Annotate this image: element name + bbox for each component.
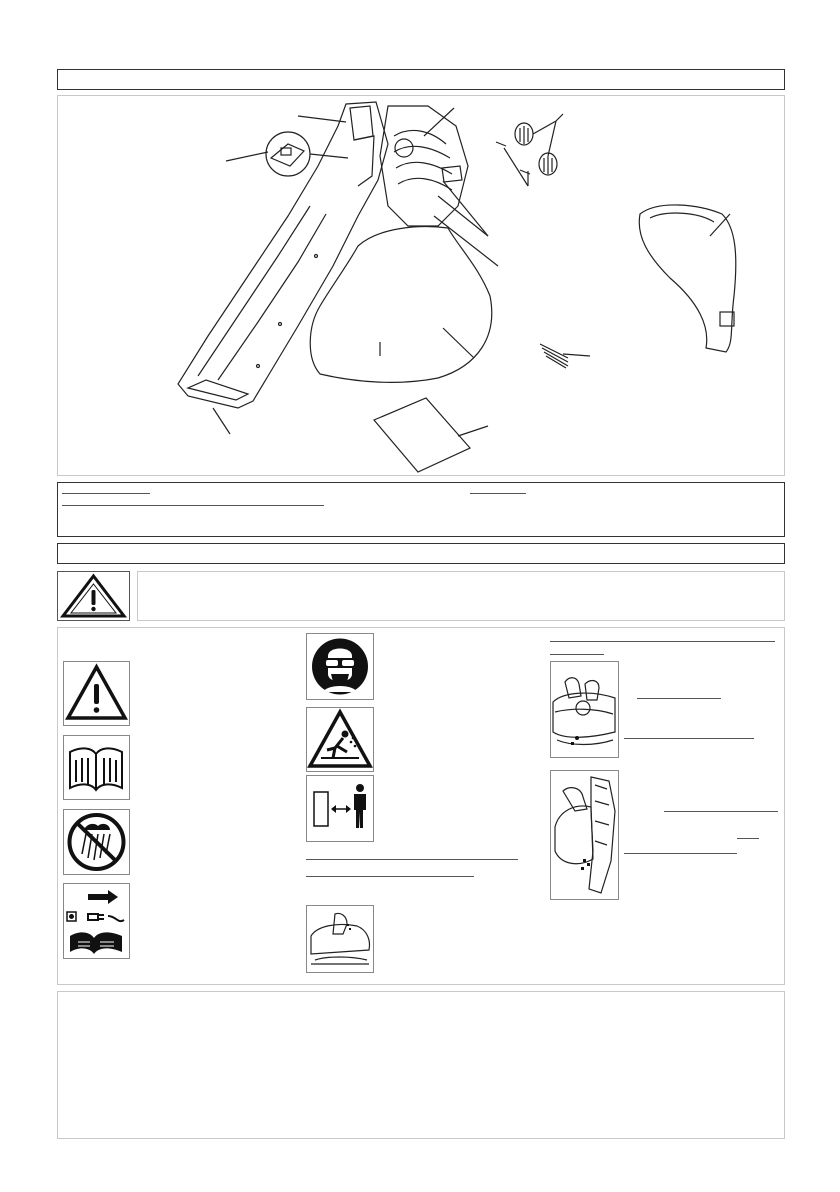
read-manual-symbol — [63, 735, 130, 800]
shoulder-strap — [639, 205, 736, 352]
safety-symbols-panel — [57, 627, 785, 985]
underline-col3-2 — [550, 654, 604, 655]
underline-col3-5 — [664, 811, 778, 812]
blower-vacuum-drawing — [58, 96, 786, 477]
cable-ties — [540, 344, 568, 368]
underline-1 — [62, 493, 150, 494]
switch-inset — [266, 132, 310, 176]
general-warning-icon-box — [57, 571, 130, 621]
assembly-step-illustration-2 — [550, 770, 619, 900]
knob-fastening-drawing — [551, 662, 618, 757]
underline-col3-7 — [624, 853, 737, 854]
notes-panel — [57, 991, 785, 1139]
screw-1 — [496, 142, 506, 146]
keep-distance-symbol — [306, 775, 374, 842]
unplug-read-manual-icon — [64, 884, 129, 958]
manual-sheet — [374, 398, 470, 472]
handle-grip — [350, 106, 373, 140]
leader-line-handle — [298, 116, 346, 122]
collection-bag — [310, 227, 492, 383]
underline-2 — [470, 493, 526, 494]
warning-triangle-icon — [64, 662, 129, 725]
bag-attaching-drawing — [551, 771, 618, 899]
underline-col3-3 — [637, 698, 721, 699]
leader-line-switch — [226, 152, 268, 161]
unplug-symbol — [63, 883, 130, 959]
no-rain-symbol — [63, 809, 130, 875]
underline-col3-4 — [624, 738, 754, 739]
parts-illustration-panel — [57, 95, 785, 476]
parts-description-box — [57, 482, 785, 537]
assembly-step-illustration-1 — [550, 661, 619, 758]
underline-col2-1 — [306, 859, 518, 860]
eye-protection-icon — [307, 634, 373, 699]
eye-protection-symbol — [306, 633, 374, 700]
warning-triangle-icon — [58, 572, 129, 620]
underline-col2-2 — [306, 876, 474, 877]
underline-col3-1 — [550, 641, 775, 642]
flying-debris-symbol — [306, 707, 374, 772]
underline-3 — [62, 505, 324, 506]
plug-in-illustration — [306, 905, 374, 973]
warning-symbol — [63, 661, 130, 726]
plug-in-drawing — [307, 906, 373, 972]
section-header-safety — [57, 543, 785, 564]
keep-distance-icon — [307, 776, 373, 841]
general-warning-text-box — [137, 571, 785, 621]
underline-col3-6 — [737, 838, 759, 839]
read-manual-icon — [64, 736, 129, 799]
section-header-parts — [57, 69, 785, 90]
no-rain-icon — [64, 810, 129, 874]
flying-debris-warning-icon — [307, 708, 373, 771]
